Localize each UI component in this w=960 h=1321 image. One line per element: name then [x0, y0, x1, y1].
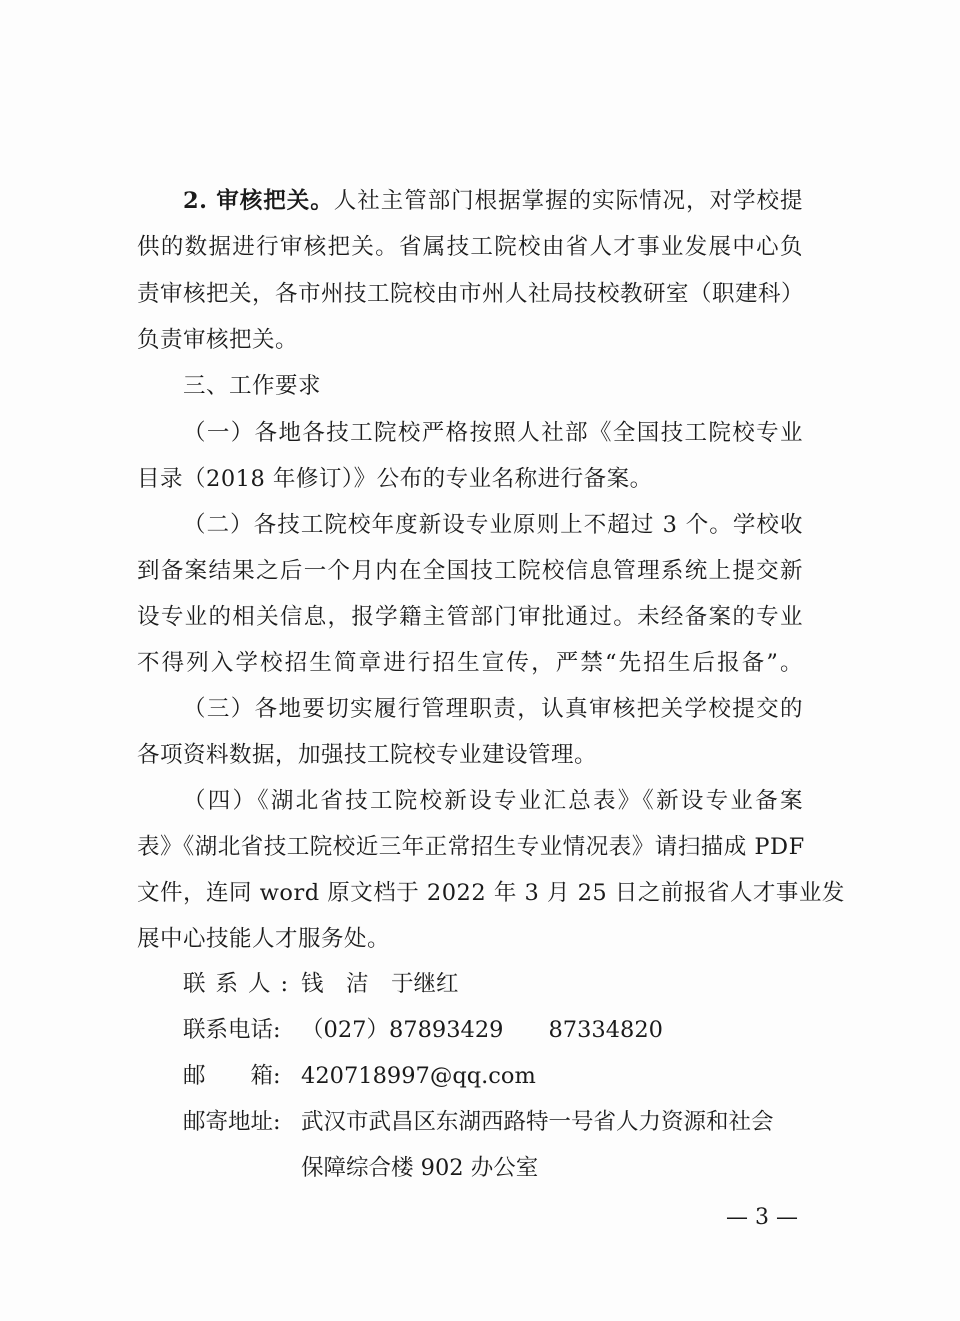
paragraph-4-line-2: 各项资料数据，加强技工院校专业建设管理。 — [137, 742, 598, 768]
paragraph-5-line-3: 文件，连同 word 原文档于 2022 年 3 月 25 日之前报省人才事业发 — [137, 880, 845, 906]
paragraph-2-line-2: 目录（2018 年修订）》公布的专业名称进行备案。 — [137, 466, 653, 492]
paragraph-3-line-3: 设专业的相关信息，报学籍主管部门审批通过。未经备案的专业 — [137, 604, 803, 630]
paragraph-1-line-4: 负责审核把关。 — [137, 327, 299, 353]
paragraph-3-line-1: （二）各技工院校年度新设专业原则上不超过 3 个。学校收 — [183, 512, 803, 538]
contact-address-label: 邮寄地址: — [183, 1109, 281, 1135]
paragraph-1-heading: 2. 审核把关。 — [183, 188, 334, 214]
contact-phone-value: （027）87893429 87334820 — [301, 1017, 663, 1043]
contact-email-value: 420718997@qq.com — [301, 1063, 536, 1089]
paragraph-5-line-1: （四）《湖北省技工院校新设专业汇总表》《新设专业备案 — [183, 788, 803, 814]
contact-address-line-2: 保障综合楼 902 办公室 — [301, 1155, 539, 1181]
contact-person-value: 钱 洁 于继红 — [301, 971, 459, 997]
contact-email-label: 邮 箱: — [183, 1063, 281, 1089]
paragraph-1-line-3: 责审核把关，各市州技工院校由市州人社局技校教研室（职建科） — [137, 281, 805, 307]
paragraph-3-line-4: 不得列入学校招生简章进行招生宣传，严禁“先招生后报备”。 — [137, 650, 803, 676]
paragraph-1-line-1 — [183, 186, 803, 216]
contact-address-line-1: 武汉市武昌区东湖西路特一号省人力资源和社会 — [301, 1109, 774, 1135]
paragraph-5-line-4: 展中心技能人才服务处。 — [137, 926, 391, 952]
paragraph-3-line-2: 到备案结果之后一个月内在全国技工院校信息管理系统上提交新 — [137, 558, 803, 584]
paragraph-1-text: 人社主管部门根据掌握的实际情况，对学校提 — [333, 188, 803, 214]
paragraph-1-line-2: 供的数据进行审核把关。省属技工院校由省人才事业发展中心负 — [137, 234, 803, 260]
paragraph-4-line-1: （三）各地要切实履行管理职责，认真审核把关学校提交的 — [183, 696, 803, 722]
page-number: — 3 — — [726, 1205, 798, 1230]
paragraph-2-line-1: （一）各地各技工院校严格按照人社部《全国技工院校专业 — [183, 420, 803, 446]
contact-person-label: 联系人: — [183, 971, 299, 997]
paragraph-5-line-2: 表》《湖北省技工院校近三年正常招生专业情况表》请扫描成 PDF — [137, 834, 805, 860]
section-title: 三、工作要求 — [183, 373, 322, 399]
contact-phone-label: 联系电话: — [183, 1017, 281, 1043]
